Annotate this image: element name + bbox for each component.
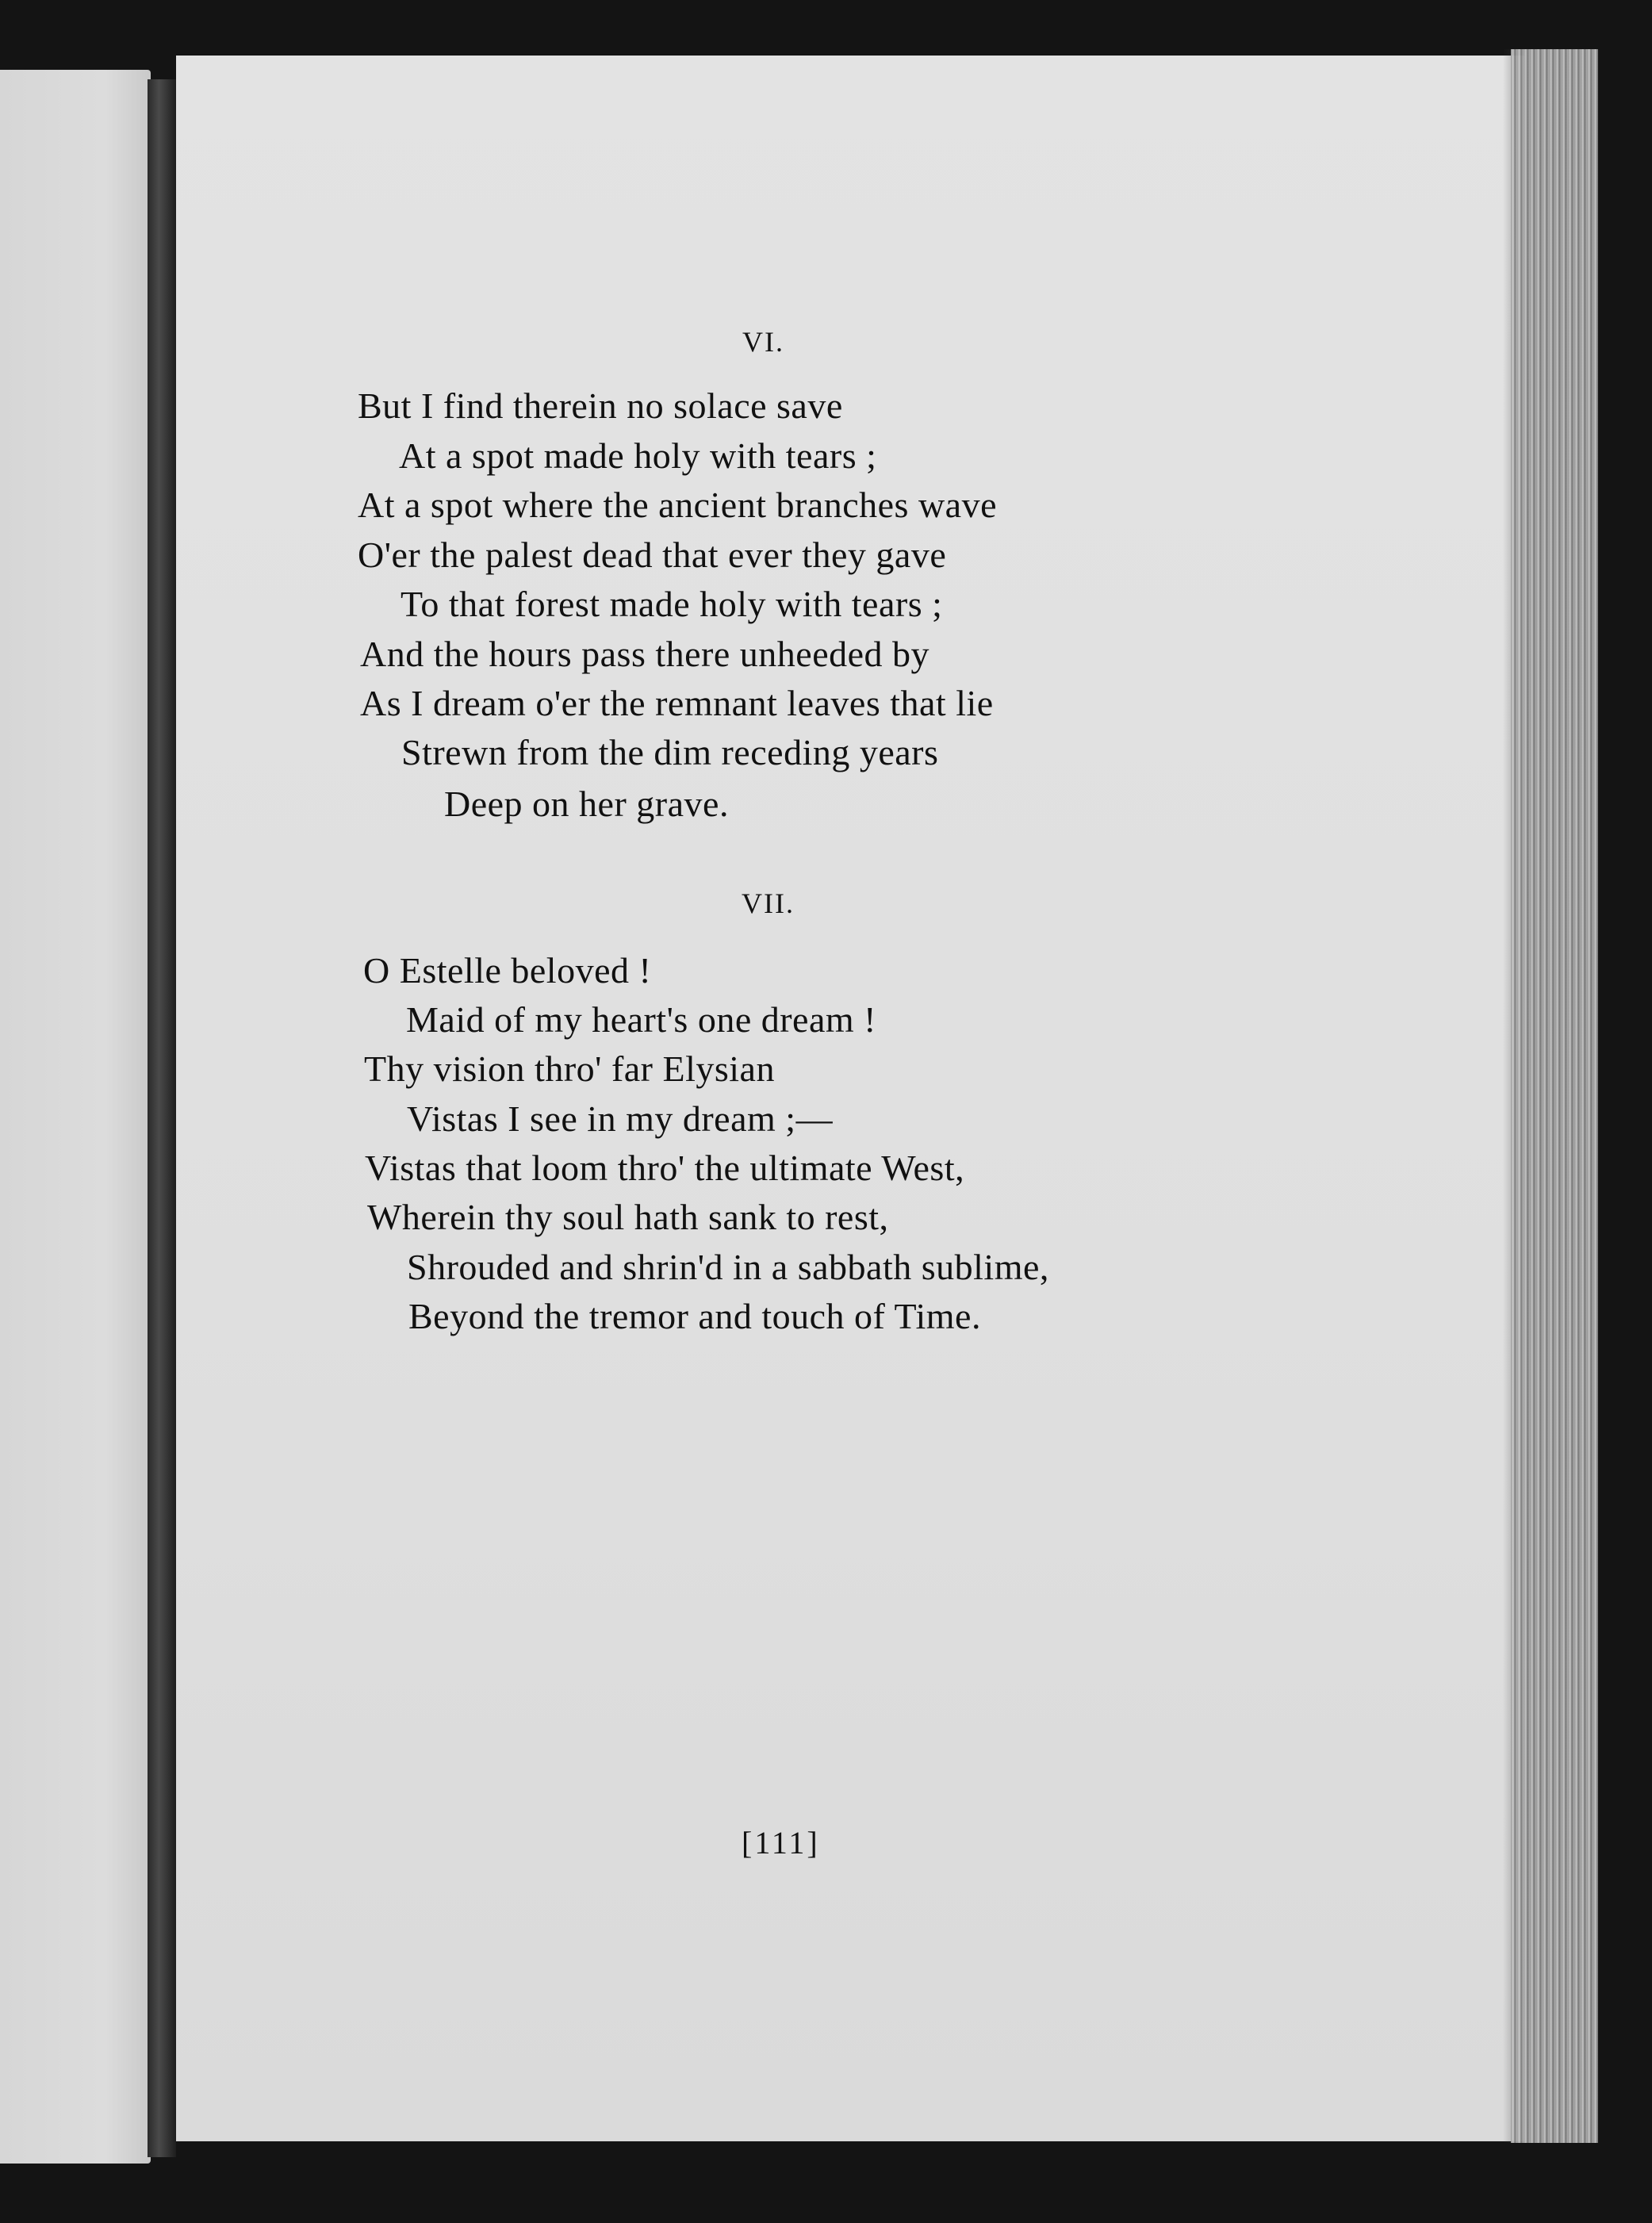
page	[176, 56, 1524, 2141]
poem-line: O Estelle beloved !	[363, 950, 652, 991]
poem-line: And the hours pass there unheeded by	[360, 634, 930, 674]
poem-line: Wherein thy soul hath sank to rest,	[367, 1197, 889, 1237]
book-gutter	[148, 79, 176, 2157]
poem-line: Vistas that loom thro' the ultimate West,	[365, 1148, 965, 1188]
page-edges	[1511, 49, 1598, 2143]
poem-line: Vistas I see in my dream ;—	[407, 1098, 834, 1139]
poem-line: Beyond the tremor and touch of Time.	[408, 1296, 981, 1336]
page-number: [111]	[742, 1825, 820, 1861]
poem-line: Strewn from the dim receding years	[401, 732, 939, 772]
poem-line: Shrouded and shrin'd in a sabbath sublime,	[407, 1247, 1049, 1287]
stanza-numeral-vi: VI.	[742, 326, 784, 358]
poem-line: Deep on her grave.	[444, 784, 729, 824]
poem-line: O'er the palest dead that ever they gave	[358, 535, 947, 575]
stanza-numeral-vii: VII.	[742, 887, 795, 919]
facing-page	[0, 70, 151, 2164]
poem-line: At a spot where the ancient branches wave	[358, 485, 998, 525]
poem-line: But I find therein no solace save	[358, 385, 843, 426]
poem-line: Thy vision thro' far Elysian	[364, 1048, 775, 1089]
poem-line: Maid of my heart's one dream !	[406, 999, 876, 1040]
poem-line: At a spot made holy with tears ;	[399, 435, 877, 476]
poem-line: To that forest made holy with tears ;	[401, 584, 943, 624]
poem-line: As I dream o'er the remnant leaves that lie	[360, 683, 994, 723]
